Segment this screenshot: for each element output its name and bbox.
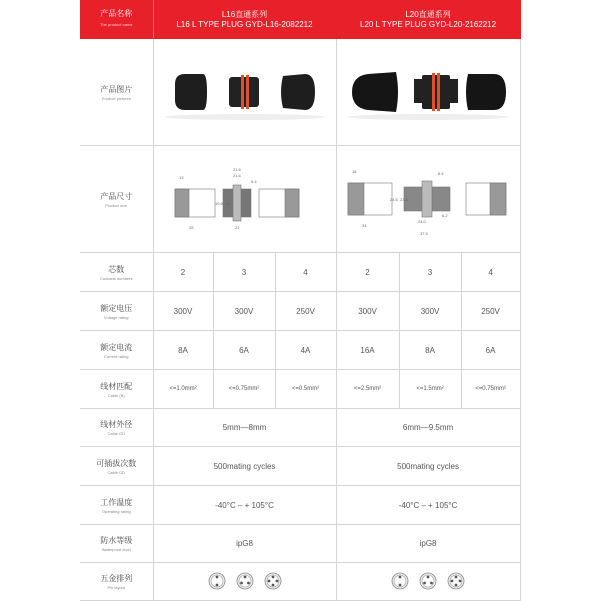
cable-value: <=0.75mm²: [461, 370, 520, 409]
l16-header: [153, 1, 336, 39]
dim-label: 25: [188, 225, 193, 230]
dim-label: 37.5: [420, 231, 428, 236]
current-value: 6A: [461, 331, 520, 370]
cable_od-row: [80, 409, 520, 447]
dim-label: 24.5: [390, 197, 398, 202]
pin-layout-icon: [391, 572, 409, 590]
label-en: Product size: [105, 202, 128, 208]
l20-pin-layouts: [336, 563, 520, 601]
row-label: [80, 486, 153, 525]
voltage-value: 300V: [336, 292, 399, 331]
cycles-value: 500mating cycles: [153, 447, 336, 486]
label-zh: 可插拔次数: [96, 458, 137, 468]
cable-value: <=0.5mm²: [275, 370, 336, 409]
current-value: 4A: [275, 331, 336, 370]
contacts-value: 4: [275, 253, 336, 292]
cycles-row: [80, 447, 520, 486]
temp-value: -40°C – + 105°C: [336, 486, 520, 525]
dim-label: 21.6: [232, 173, 241, 178]
dim-label: 5.4: [250, 179, 257, 184]
contacts-row: [80, 253, 520, 292]
voltage-value: 250V: [275, 292, 336, 331]
cable-value: <=1.5mm²: [399, 370, 461, 409]
l20-dimension-drawing: [336, 146, 520, 253]
contacts-value: 3: [213, 253, 275, 292]
contacts-value: 2: [153, 253, 213, 292]
dim-label: 6.2: [442, 213, 448, 218]
label-zh: 线材外径: [100, 420, 133, 429]
pin-layout-icon: [419, 572, 437, 590]
cable-value: <=0.75mm²: [213, 370, 275, 409]
spec-table: [80, 0, 521, 601]
label-en: Contacts numbers: [100, 275, 133, 281]
row-label: [80, 146, 153, 253]
current-value: 8A: [399, 331, 461, 370]
label-zh: 线材匹配: [100, 381, 133, 391]
pin-layout-icon: [236, 572, 254, 590]
row-label: [80, 1, 153, 39]
label-en: Cable OD: [107, 469, 126, 475]
label-zh: 额定电压: [100, 303, 133, 313]
cable-value: <=1.0mm²: [153, 370, 213, 409]
current-value: 6A: [213, 331, 275, 370]
label-en: Voltage rating: [104, 314, 129, 320]
l20-series: L20直通系列: [405, 9, 451, 19]
label-en: Current rating: [104, 353, 129, 359]
dim-label: 34: [362, 223, 367, 228]
row-label: [80, 525, 153, 563]
label-zh: 五金排列: [100, 574, 133, 583]
header-row: [80, 1, 520, 39]
pin-layout-icon: [264, 572, 282, 590]
label-en: Waterproof level: [101, 547, 131, 552]
pin-layout-icon: [208, 572, 226, 590]
cable_od-value: 5mm—8mm: [153, 409, 336, 447]
l16-dimension-drawing: [153, 146, 336, 253]
current-value: 16A: [336, 331, 399, 370]
dim-label: 23.8: [400, 197, 408, 202]
size-row: [80, 146, 520, 253]
current-value: 8A: [153, 331, 213, 370]
cable-row: [80, 370, 520, 409]
dim-label: 16: [352, 169, 357, 174]
row-label: [80, 370, 153, 409]
label-en: Cable (B): [107, 392, 125, 398]
l20-product-image: [336, 39, 520, 146]
row-label: [80, 292, 153, 331]
voltage-row: [80, 292, 520, 331]
l20-header: [336, 1, 520, 39]
voltage-value: 300V: [213, 292, 275, 331]
dim-label: 21: [234, 225, 239, 230]
waterproof-value: ipG8: [153, 525, 336, 563]
label-en: Cable OD: [107, 431, 126, 436]
current-row: [80, 331, 520, 370]
l16-pin-layouts: [153, 563, 336, 601]
label-zh: 额定电流: [100, 342, 133, 352]
contacts-value: 3: [399, 253, 461, 292]
label-en: Pin layout: [107, 585, 126, 590]
l16-series: L16直通系列: [221, 9, 268, 19]
pins-row: [80, 563, 520, 601]
waterproof-row: [80, 525, 520, 563]
label-zh: 产品名称: [100, 9, 133, 18]
row-label: [80, 563, 153, 601]
dim-label: 21.6: [232, 167, 241, 172]
row-label: [80, 409, 153, 447]
row-label: [80, 447, 153, 486]
temp-row: [80, 486, 520, 525]
label-zh: 产品尺寸: [100, 191, 133, 201]
label-zh: 芯数: [108, 264, 125, 274]
row-label: [80, 253, 153, 292]
pin-layout-icon: [447, 572, 465, 590]
dim-label: 19.9: [214, 201, 223, 206]
label-zh: 防水等级: [100, 536, 133, 545]
cable_od-value: 6mm—9.5mm: [336, 409, 520, 447]
label-en: Product pictures: [101, 95, 131, 101]
l20-model: L20 L TYPE PLUG GYD-L20-2162212: [360, 19, 497, 29]
label-zh: 产品图片: [100, 84, 133, 94]
l16-model: L16 L TYPE PLUG GYD-L16-2082212: [176, 19, 313, 29]
dim-label: 24.0: [418, 219, 426, 224]
contacts-value: 2: [336, 253, 399, 292]
voltage-value: 250V: [461, 292, 520, 331]
label-en: The product name: [100, 22, 133, 27]
temp-value: -40°C – + 105°C: [153, 486, 336, 525]
voltage-value: 300V: [399, 292, 461, 331]
cycles-value: 500mating cycles: [336, 447, 520, 486]
contacts-value: 4: [461, 253, 520, 292]
dim-label: 13: [178, 175, 183, 180]
label-en: Operating rating: [101, 508, 131, 514]
voltage-value: 300V: [153, 292, 213, 331]
row-label: [80, 39, 153, 146]
waterproof-value: ipG8: [336, 525, 520, 563]
label-zh: 工作温度: [100, 497, 133, 507]
dim-label: 16: [224, 201, 229, 206]
dim-label: 6.4: [438, 171, 444, 176]
cable-value: <=2.5mm²: [336, 370, 399, 409]
l16-product-image: [153, 39, 336, 146]
row-label: [80, 331, 153, 370]
pictures-row: [80, 39, 520, 146]
